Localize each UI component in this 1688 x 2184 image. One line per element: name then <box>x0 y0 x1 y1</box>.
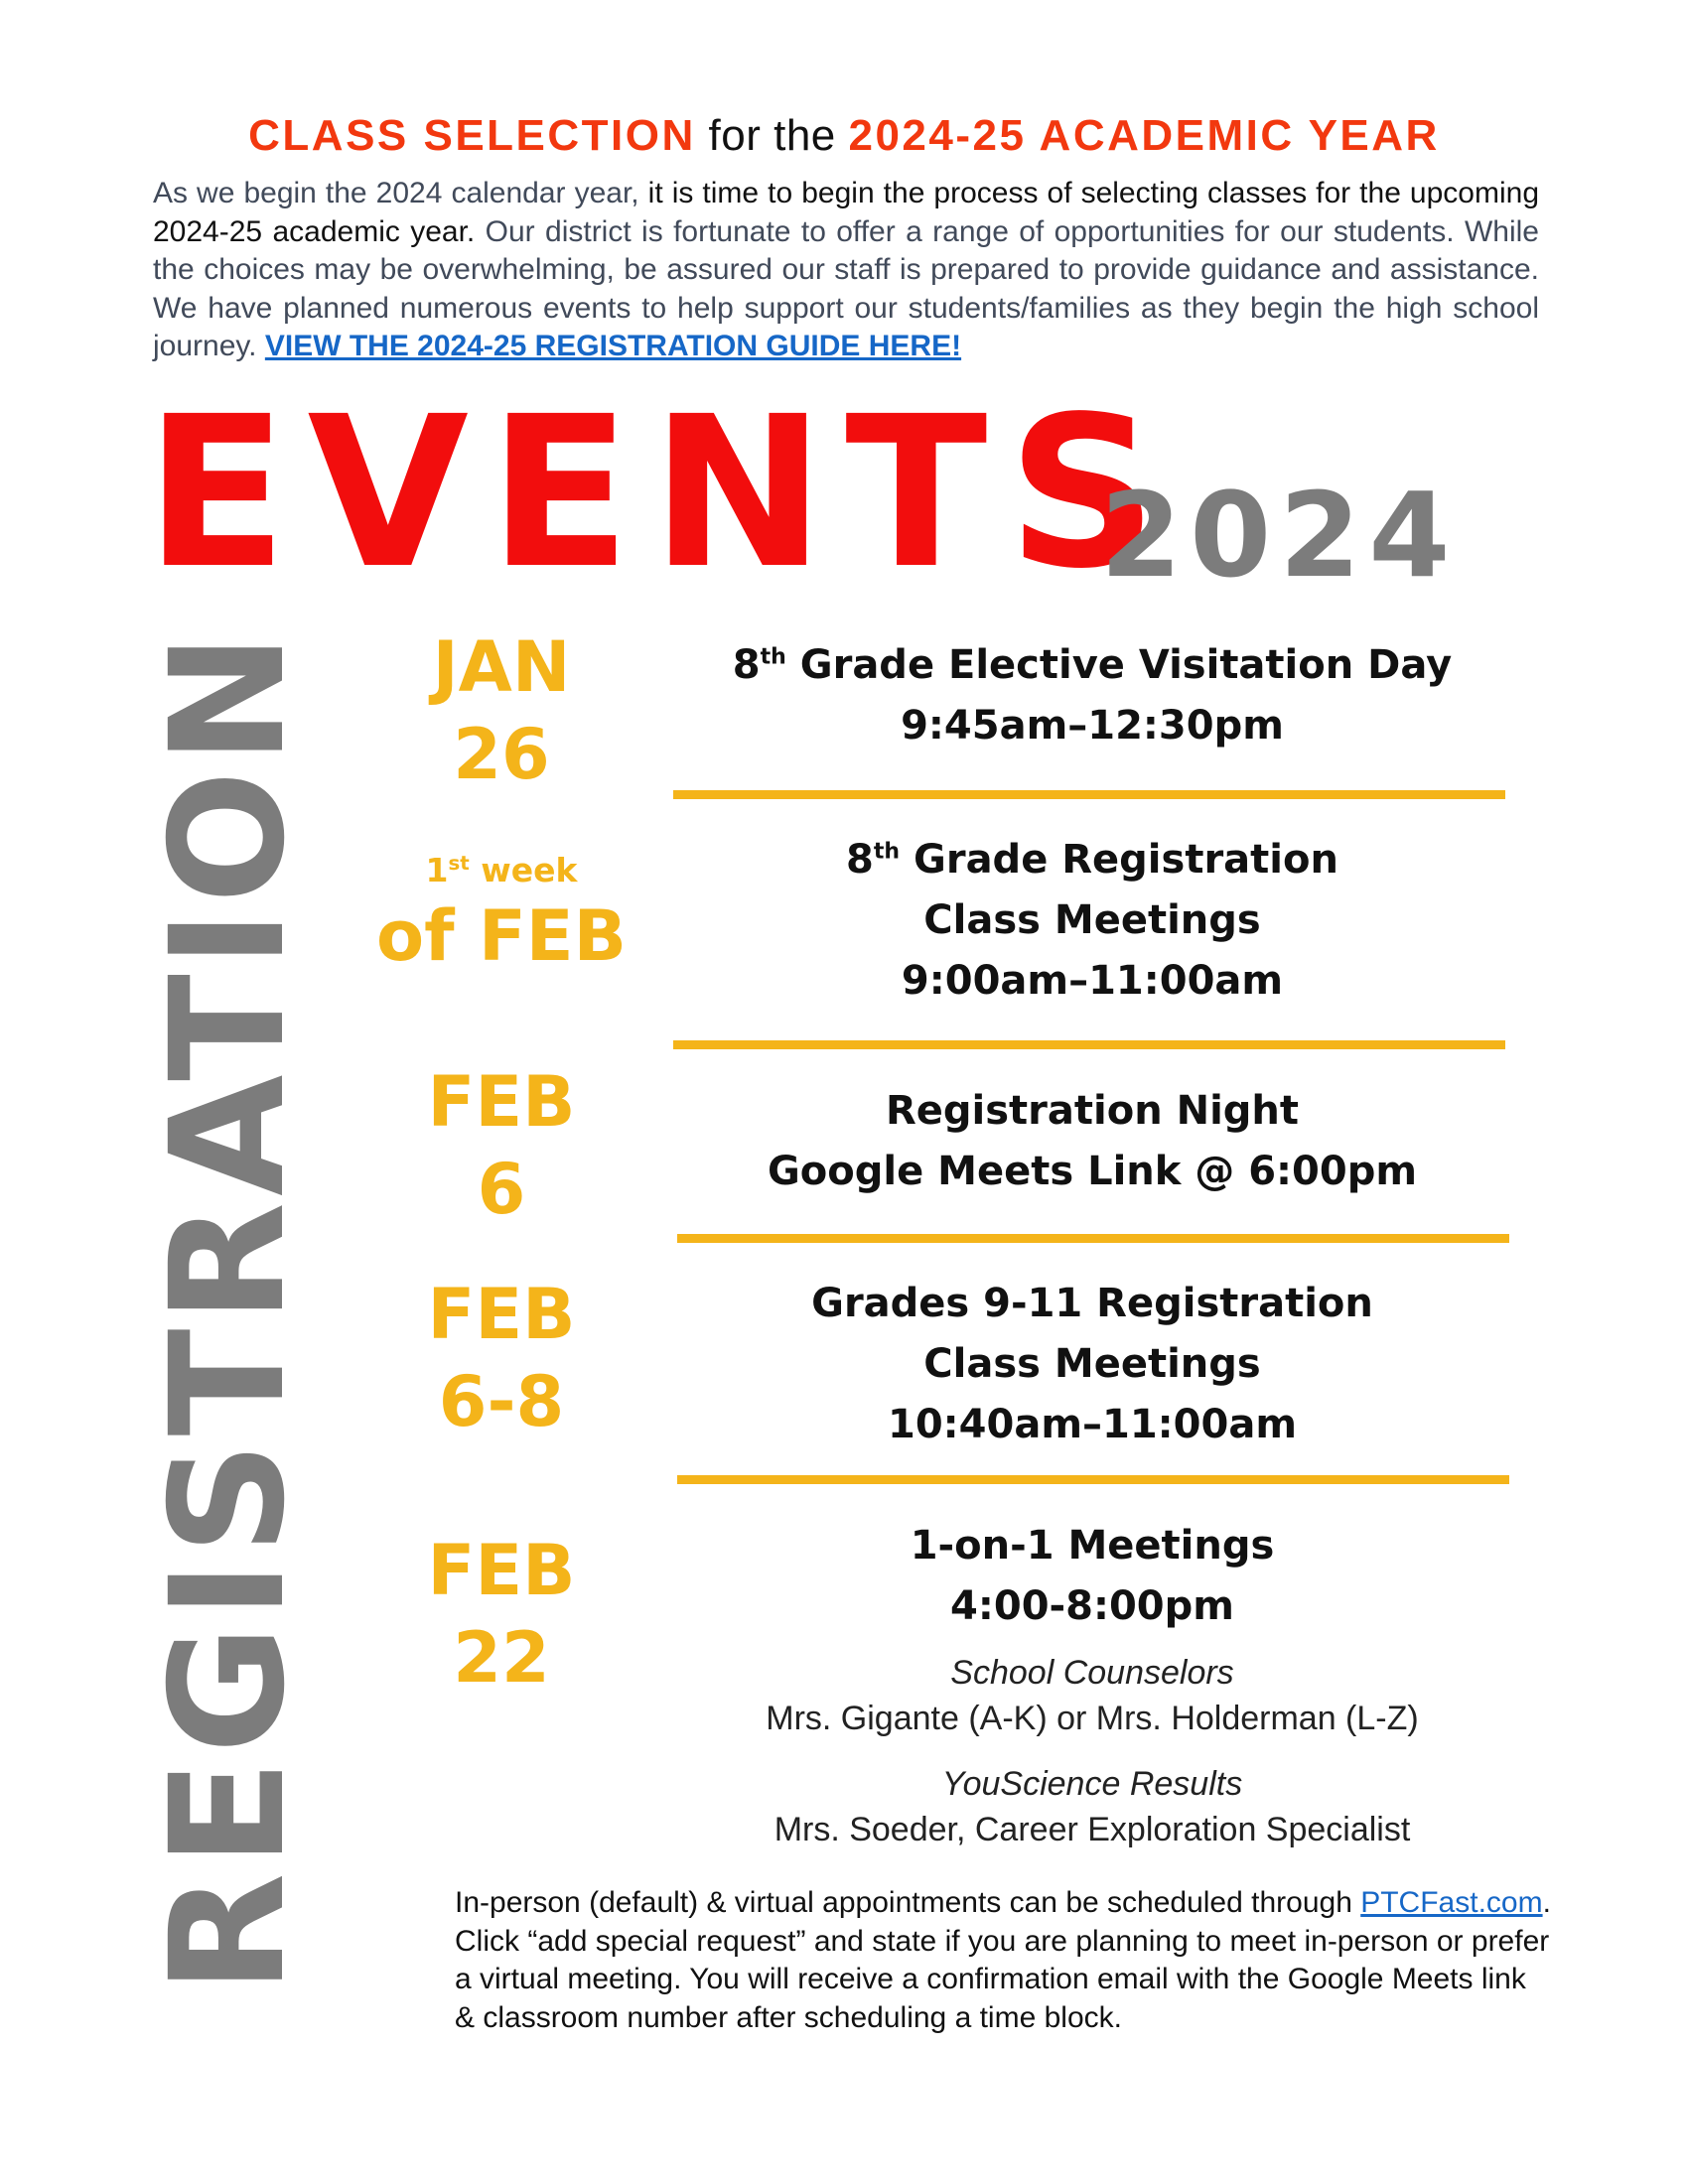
event-4-subtitle: Class Meetings <box>923 1341 1261 1387</box>
event-2-title-text: Grade Registration <box>900 837 1338 883</box>
school-counselors-block <box>655 1650 1529 1741</box>
event-2-title-suffix: th <box>873 839 901 865</box>
event-3-month: FEB <box>427 1061 576 1143</box>
events-title: EVENTS <box>145 371 1178 614</box>
event-1-title <box>655 635 1529 696</box>
event-1-title-number: 8 <box>732 642 761 688</box>
intro-segment-2: it is time to begin the process of selecting classes for the upcoming 2024-25 academic year. <box>153 177 1540 248</box>
event-1-day: 26 <box>453 714 550 795</box>
events-year: 2024 <box>1100 467 1459 604</box>
appointment-instructions <box>455 1884 1551 2037</box>
footer-line-1 <box>455 1884 1551 1923</box>
heading-academic-year: 2024-25 ACADEMIC YEAR <box>848 111 1440 160</box>
footer-line-1-text: In-person (default) & virtual appointments can be scheduled through <box>455 1886 1361 1919</box>
school-counselors-label: School Counselors <box>950 1654 1234 1692</box>
event-4-date <box>367 1271 635 1445</box>
event-3-details <box>655 1081 1529 1202</box>
event-divider <box>677 1475 1509 1484</box>
event-2-week <box>367 849 635 892</box>
event-4-details <box>655 1274 1529 1455</box>
footer-line-4: & classroom number after scheduling a time block. <box>455 2000 1122 2034</box>
event-divider <box>673 790 1505 799</box>
event-2-week-suffix: st <box>448 852 470 875</box>
event-3-title: Registration Night <box>885 1088 1300 1134</box>
intro-segment-1: As we begin the 2024 calendar year, <box>153 177 648 209</box>
event-4-title: Grades 9-11 Registration <box>811 1281 1373 1326</box>
event-1-date <box>367 623 635 798</box>
page-heading <box>0 111 1688 161</box>
event-2-month: of FEB <box>376 895 627 977</box>
event-2-title-number: 8 <box>846 837 874 883</box>
event-5-details <box>655 1516 1529 1637</box>
event-2-date <box>367 849 635 980</box>
heading-class-selection: CLASS SELECTION <box>248 111 696 160</box>
event-3-day: 6 <box>477 1149 526 1230</box>
youscience-block <box>655 1761 1529 1852</box>
event-1-time: 9:45am–12:30pm <box>901 703 1284 749</box>
event-2-week-number: 1 <box>425 851 449 889</box>
heading-for-the: for the <box>695 111 849 160</box>
event-4-day: 6-8 <box>438 1361 565 1442</box>
event-1-title-suffix: th <box>760 644 786 670</box>
event-5-title: 1-on-1 Meetings <box>910 1523 1275 1569</box>
event-1-title-text: Grade Elective Visitation Day <box>785 642 1453 688</box>
footer-line-1-end: . <box>1542 1886 1551 1919</box>
event-2-details <box>655 830 1529 1012</box>
event-3-subtitle: Google Meets Link @ 6:00pm <box>767 1149 1418 1194</box>
event-2-title <box>655 830 1529 890</box>
school-counselors-names: Mrs. Gigante (A-K) or Mrs. Holderman (L-Z) <box>766 1700 1419 1737</box>
footer-line-2: Click “add special request” and state if you are planning to meet in-person or prefer <box>455 1924 1550 1958</box>
event-5-time: 4:00-8:00pm <box>950 1583 1234 1629</box>
registration-guide-link[interactable]: VIEW THE 2024-25 REGISTRATION GUIDE HERE! <box>264 330 962 362</box>
event-divider <box>677 1234 1509 1243</box>
event-5-date <box>367 1527 635 1702</box>
youscience-label: YouScience Results <box>941 1765 1243 1803</box>
event-2-time: 9:00am–11:00am <box>901 958 1284 1004</box>
footer-line-3: a virtual meeting. You will receive a confirmation email with the Google Meets link <box>455 1963 1526 1995</box>
event-5-day: 22 <box>453 1617 550 1699</box>
youscience-name: Mrs. Soeder, Career Exploration Specialist <box>774 1811 1411 1848</box>
ptcfast-link[interactable]: PTCFast.com <box>1360 1886 1543 1919</box>
intro-paragraph <box>153 175 1539 366</box>
event-4-time: 10:40am–11:00am <box>888 1402 1297 1447</box>
event-1-month: JAN <box>432 626 571 708</box>
event-4-month: FEB <box>427 1274 576 1355</box>
intro-segment-3: Our district is fortunate to offer a range of opportunities for our students. While the choices may be overwhelming, be assured our staff is prepared to provide guidance and assistance. We have planned numerous events to help support our students/families as they begin the high school journey. <box>153 214 1539 362</box>
event-2-subtitle: Class Meetings <box>923 897 1261 943</box>
event-divider <box>673 1040 1505 1049</box>
event-5-month: FEB <box>427 1530 576 1611</box>
event-3-date <box>367 1058 635 1233</box>
registration-vertical-title: REGISTRATION <box>137 626 320 1994</box>
event-2-week-text: week <box>469 851 578 889</box>
event-1-details <box>655 635 1529 756</box>
